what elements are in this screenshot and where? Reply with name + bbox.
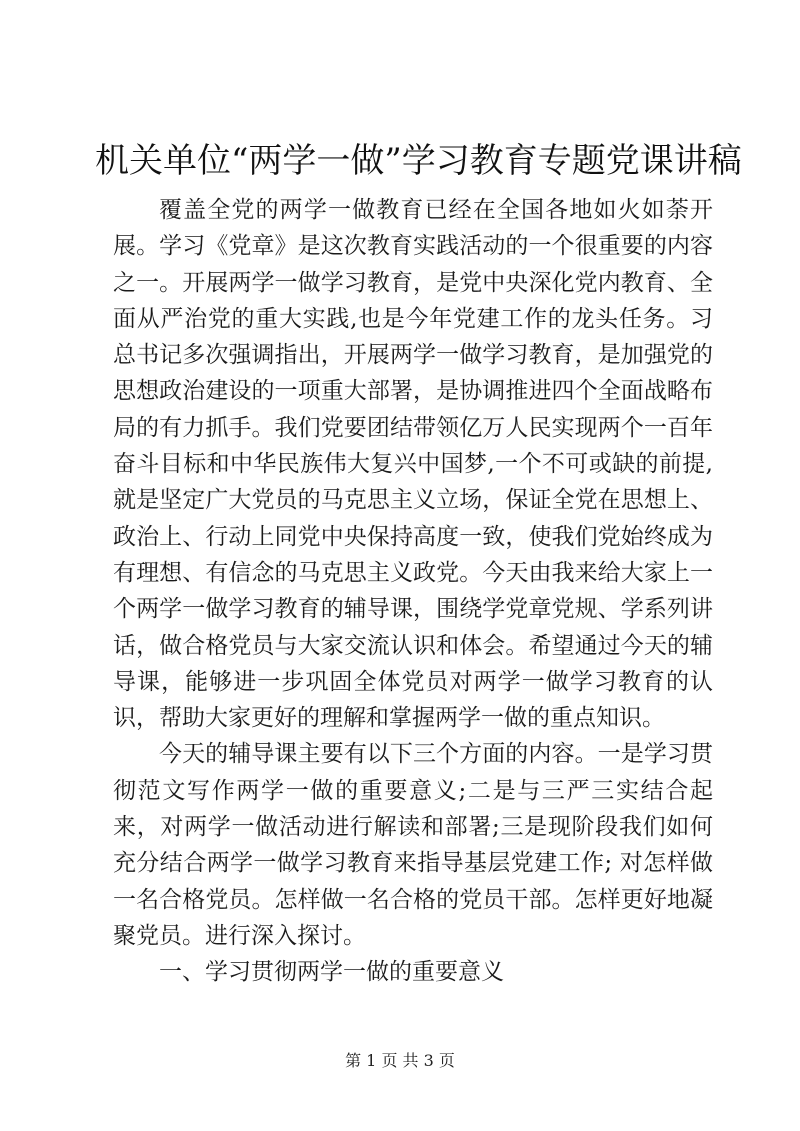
body-paragraph-2: 今天的辅导课主要有以下三个方面的内容。一是学习贯彻范文写作两学一做的重要意义;二是与三严三实结合起来，对两学一做活动进行解读和部署;三是现阶段我们如何充分结合两学一做学习教育来指导基层党建工作; 对怎样做一名合格党员。怎样做一名合格的党员干部。怎样更好地凝聚党员。进行深入探讨。 <box>113 741 713 949</box>
document-body <box>113 192 713 991</box>
document-title: 机关单位“两学一做”学习教育专题党课讲稿 <box>95 141 742 181</box>
page-number-footer: 第 1 页 共 3 页 <box>345 1051 455 1070</box>
body-paragraph-1: 覆盖全党的两学一做教育已经在全国各地如火如荼开展。学习《党章》是这次教育实践活动的一个很重要的内容之一。开展两学一做学习教育，是党中央深化党内教育、全面从严治党的重大实践,也是今年党建工作的龙头任务。习总书记多次强调指出，开展两学一做学习教育，是加强党的思想政治建设的一项重大部署，是协调推进四个全面战略布局的有力抓手。我们党要团结带领亿万人民实现两个一百年奋斗目标和中华民族伟大复兴中国梦,一个不可或缺的前提,就是坚定广大党员的马克思主义立场，保证全党在思想上、政治上、行动上同党中央保持高度一致，使我们党始终成为有理想、有信念的马克思主义政党。今天由我来给大家上一个两学一做学习教育的辅导课，围绕学党章党规、学系列讲话，做合格党员与大家交流认识和体会。希望通过今天的辅导课，能够进一步巩固全体党员对两学一做学习教育的认识，帮助大家更好的理解和掌握两学一做的重点知识。 <box>113 197 713 732</box>
section-heading: 一、学习贯彻两学一做的重要意义 <box>159 959 504 986</box>
